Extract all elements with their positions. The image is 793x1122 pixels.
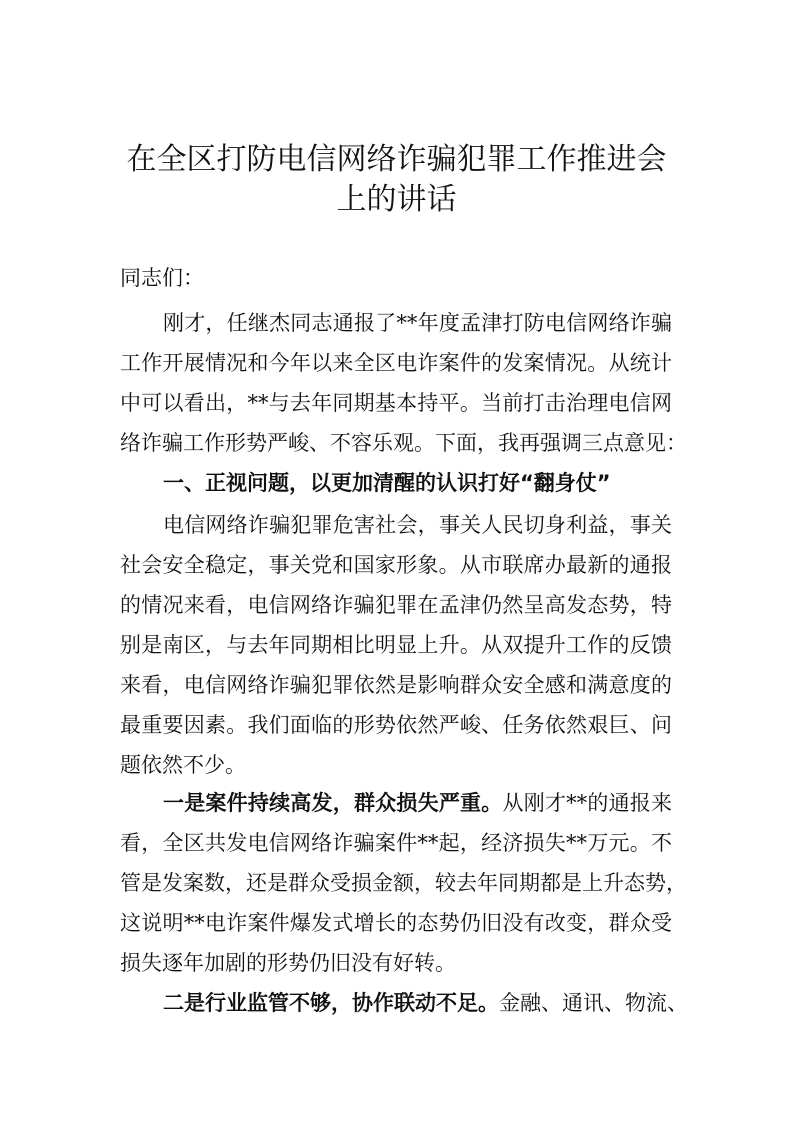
- paragraph-line: 络诈骗工作形势严峻、不容乐观。下面，我再强调三点意见：: [120, 431, 687, 455]
- paragraph-line: 损失逐年加剧的形势仍旧没有好转。: [120, 951, 456, 975]
- document-title-line-2: 上的讲话: [336, 182, 457, 217]
- paragraph-text: 金融、通讯、物流、: [499, 991, 688, 1015]
- paragraph-line: 的情况来看，电信网络诈骗犯罪在孟津仍然呈高发态势，特: [120, 593, 672, 617]
- paragraph-line: 来看，电信网络诈骗犯罪依然是影响群众安全感和满意度的: [120, 673, 672, 697]
- paragraph-text: 从刚才**的通报来: [502, 791, 673, 815]
- paragraph-line: 社会安全稳定，事关党和国家形象。从市联席办最新的通报: [120, 553, 672, 577]
- paragraph-line: 中可以看出，**与去年同期基本持平。当前打击治理电信网: [120, 391, 672, 415]
- paragraph-line: 最重要因素。我们面临的形势依然严峻、任务依然艰巨、问: [120, 713, 672, 737]
- section-heading: 一、正视问题，以更加清醒的认识打好“翻身仗”: [163, 471, 611, 495]
- bold-lead: 一是案件持续高发，群众损失严重。: [163, 790, 503, 815]
- paragraph-line: 工作开展情况和今年以来全区电诈案件的发案情况。从统计: [120, 351, 672, 375]
- paragraph-line: 电信网络诈骗犯罪危害社会，事关人民切身利益，事关: [163, 513, 672, 537]
- paragraph-line: 题依然不少。: [120, 753, 246, 777]
- paragraph-line: 这说明**电诈案件爆发式增长的态势仍旧没有改变，群众受: [120, 911, 672, 935]
- paragraph-line: 刚才，任继杰同志通报了**年度孟津打防电信网络诈骗: [163, 311, 672, 335]
- paragraph-line: 看，全区共发电信网络诈骗案件**起，经济损失**万元。不: [120, 831, 672, 855]
- bold-lead: 二是行业监管不够，协作联动不足。: [163, 990, 499, 1015]
- salutation: 同志们：: [120, 266, 204, 290]
- document-title-line-1: 在全区打防电信网络诈骗犯罪工作推进会: [126, 142, 667, 177]
- paragraph-line: [163, 983, 688, 1023]
- paragraph-line: [163, 783, 672, 823]
- paragraph-line: 管是发案数，还是群众受损金额，较去年同期都是上升态势，: [120, 871, 687, 895]
- paragraph-line: 别是南区，与去年同期相比明显上升。从双提升工作的反馈: [120, 633, 672, 657]
